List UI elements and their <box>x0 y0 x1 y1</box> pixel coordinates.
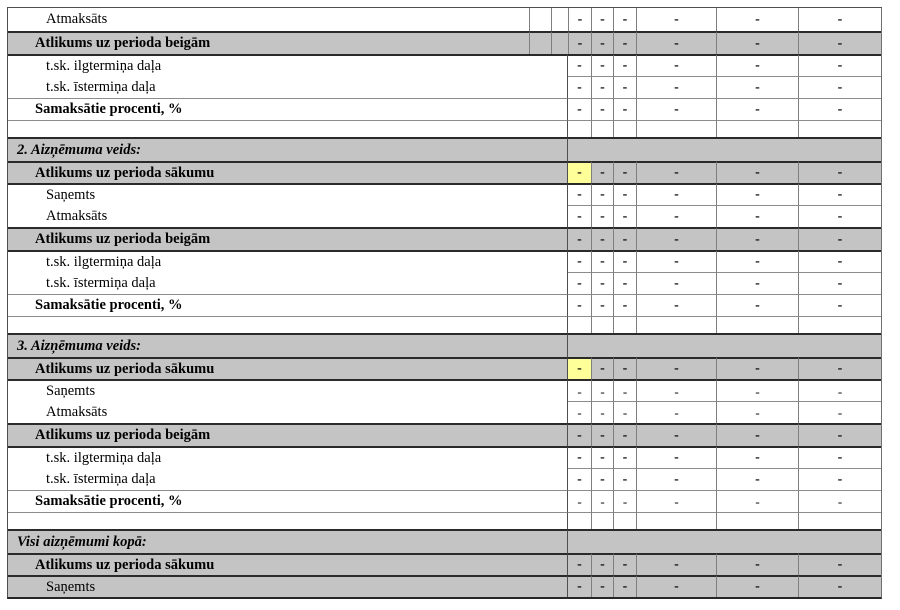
value-cell: - <box>613 379 636 401</box>
value-cell <box>568 512 591 529</box>
value-cell: - <box>613 8 636 31</box>
value-cell: - <box>716 8 798 31</box>
value-cell: - <box>591 76 613 98</box>
value-cell: - <box>591 575 613 597</box>
value-cell: - <box>716 183 798 205</box>
value-cell: - <box>591 423 613 446</box>
value-cell: - <box>613 446 636 468</box>
value-cell: - <box>716 379 798 401</box>
value-cell <box>591 120 613 137</box>
value-cell <box>798 512 881 529</box>
value-cell: - <box>591 250 613 272</box>
value-cell: - <box>613 468 636 490</box>
table-row <box>8 446 881 468</box>
row-label: Samaksātie procenti, % <box>8 98 568 120</box>
value-cell: - <box>568 575 591 597</box>
value-cell: - <box>613 98 636 120</box>
row-label: t.sk. ilgtermiņa daļa <box>8 250 568 272</box>
value-cell <box>568 316 591 333</box>
value-cell: - <box>636 423 716 446</box>
table-row <box>8 54 881 76</box>
value-cell: - <box>613 294 636 316</box>
value-cell: - <box>636 205 716 227</box>
table-row <box>8 31 881 54</box>
value-cell: - <box>636 294 716 316</box>
section-row-fill <box>568 137 881 161</box>
value-cell: - <box>568 183 591 205</box>
value-cell: - <box>613 490 636 512</box>
value-cell: - <box>591 294 613 316</box>
value-cell <box>716 316 798 333</box>
value-cell: - <box>798 8 881 31</box>
value-cell <box>636 316 716 333</box>
value-cell: - <box>636 183 716 205</box>
value-cell: - <box>798 379 881 401</box>
section-row-label: 2. Aizņēmuma veids: <box>8 137 568 161</box>
table-row <box>8 227 881 250</box>
value-cell: - <box>591 401 613 423</box>
value-cell: - <box>716 575 798 597</box>
value-cell: - <box>613 575 636 597</box>
value-cell: - <box>636 379 716 401</box>
spacer-cell <box>551 8 568 31</box>
value-cell: - <box>716 76 798 98</box>
highlighted-cell: - <box>568 161 591 183</box>
value-cell <box>798 316 881 333</box>
value-cell: - <box>636 553 716 575</box>
value-cell <box>568 120 591 137</box>
table-row <box>8 468 881 490</box>
table-row <box>8 423 881 446</box>
table-row <box>8 272 881 294</box>
value-cell: - <box>716 54 798 76</box>
table-row <box>8 512 881 529</box>
value-cell: - <box>613 31 636 54</box>
value-cell: - <box>798 205 881 227</box>
value-cell <box>591 316 613 333</box>
value-cell: - <box>798 553 881 575</box>
value-cell: - <box>613 54 636 76</box>
value-cell: - <box>798 98 881 120</box>
value-cell: - <box>716 468 798 490</box>
value-cell: - <box>591 31 613 54</box>
spacer-cell <box>529 31 551 54</box>
value-cell: - <box>568 446 591 468</box>
value-cell: - <box>568 227 591 250</box>
value-cell: - <box>716 357 798 379</box>
loan-table <box>7 7 882 599</box>
table-row <box>8 183 881 205</box>
table-row <box>8 250 881 272</box>
value-cell: - <box>613 401 636 423</box>
value-cell: - <box>568 250 591 272</box>
value-cell: - <box>798 76 881 98</box>
row-label: Saņemts <box>8 575 568 597</box>
value-cell: - <box>716 227 798 250</box>
value-cell: - <box>798 161 881 183</box>
row-label: Samaksātie procenti, % <box>8 490 568 512</box>
value-cell: - <box>568 490 591 512</box>
table-row <box>8 529 881 553</box>
value-cell: - <box>591 183 613 205</box>
value-cell: - <box>568 98 591 120</box>
spacer-cell <box>551 31 568 54</box>
value-cell: - <box>798 227 881 250</box>
value-cell: - <box>798 401 881 423</box>
highlighted-cell: - <box>568 357 591 379</box>
value-cell: - <box>716 446 798 468</box>
value-cell: - <box>591 227 613 250</box>
value-cell <box>613 512 636 529</box>
row-label: Atlikums uz perioda sākumu <box>8 553 568 575</box>
value-cell: - <box>798 490 881 512</box>
row-label: Atmaksāts <box>46 11 108 27</box>
value-cell: - <box>716 423 798 446</box>
table-row <box>8 379 881 401</box>
value-cell: - <box>636 446 716 468</box>
table-row <box>8 401 881 423</box>
value-cell: - <box>591 379 613 401</box>
value-cell: - <box>716 205 798 227</box>
value-cell: - <box>591 446 613 468</box>
value-cell: - <box>568 553 591 575</box>
row-label: t.sk. īstermiņa daļa <box>8 272 568 294</box>
value-cell <box>591 512 613 529</box>
value-cell: - <box>568 401 591 423</box>
value-cell: - <box>591 8 613 31</box>
row-label: Atmaksāts <box>8 205 568 227</box>
table-row <box>8 490 881 512</box>
value-cell: - <box>636 227 716 250</box>
value-cell <box>716 120 798 137</box>
row-label: t.sk. īstermiņa daļa <box>8 76 568 98</box>
value-cell: - <box>613 250 636 272</box>
value-cell: - <box>568 76 591 98</box>
table-row <box>8 294 881 316</box>
value-cell: - <box>636 575 716 597</box>
section-row-fill <box>568 333 881 357</box>
value-cell: - <box>613 423 636 446</box>
value-cell <box>613 316 636 333</box>
table-row <box>8 161 881 183</box>
table-row <box>8 98 881 120</box>
value-cell: - <box>568 379 591 401</box>
value-cell: - <box>591 54 613 76</box>
value-cell: - <box>798 183 881 205</box>
value-cell: - <box>591 205 613 227</box>
value-cell <box>716 512 798 529</box>
value-cell <box>613 120 636 137</box>
row-label: Saņemts <box>8 183 568 205</box>
row-label: Atlikums uz perioda beigām <box>8 31 529 54</box>
value-cell: - <box>716 553 798 575</box>
value-cell: - <box>798 54 881 76</box>
value-cell: - <box>591 357 613 379</box>
row-label: Atlikums uz perioda sākumu <box>8 357 568 379</box>
value-cell: - <box>591 98 613 120</box>
spacer-cell <box>529 8 551 31</box>
row-label <box>8 512 568 529</box>
value-cell: - <box>613 183 636 205</box>
value-cell <box>798 120 881 137</box>
row-label: Atlikums uz perioda sākumu <box>8 161 568 183</box>
value-cell: - <box>613 227 636 250</box>
value-cell: - <box>716 294 798 316</box>
value-cell: - <box>568 272 591 294</box>
value-cell: - <box>798 294 881 316</box>
row-label: Atlikums uz perioda beigām <box>8 423 568 446</box>
table-row <box>8 8 881 31</box>
value-cell: - <box>568 54 591 76</box>
row-label: Saņemts <box>8 379 568 401</box>
value-cell: - <box>636 76 716 98</box>
table-row <box>8 120 881 137</box>
table-row <box>8 205 881 227</box>
value-cell: - <box>613 553 636 575</box>
table-row <box>8 553 881 575</box>
row-label: Atlikums uz perioda beigām <box>8 227 568 250</box>
row-label: Samaksātie procenti, % <box>8 294 568 316</box>
row-label <box>8 316 568 333</box>
section-row-fill <box>568 529 881 553</box>
table-row <box>8 333 881 357</box>
row-label: t.sk. ilgtermiņa daļa <box>8 446 568 468</box>
value-cell: - <box>568 423 591 446</box>
row-label: Atmaksāts <box>8 401 568 423</box>
row-label: t.sk. ilgtermiņa daļa <box>8 54 568 76</box>
value-cell: - <box>798 575 881 597</box>
value-cell: - <box>568 31 591 54</box>
value-cell: - <box>798 423 881 446</box>
value-cell: - <box>613 272 636 294</box>
value-cell: - <box>613 76 636 98</box>
value-cell: - <box>591 468 613 490</box>
value-cell: - <box>568 8 591 31</box>
value-cell: - <box>716 31 798 54</box>
value-cell: - <box>568 294 591 316</box>
value-cell: - <box>716 161 798 183</box>
value-cell: - <box>716 490 798 512</box>
value-cell: - <box>716 272 798 294</box>
table-row <box>8 316 881 333</box>
value-cell: - <box>798 446 881 468</box>
value-cell: - <box>716 401 798 423</box>
value-cell: - <box>716 250 798 272</box>
value-cell: - <box>636 401 716 423</box>
value-cell: - <box>798 468 881 490</box>
value-cell: - <box>636 272 716 294</box>
value-cell: - <box>591 490 613 512</box>
value-cell: - <box>613 205 636 227</box>
value-cell: - <box>568 468 591 490</box>
value-cell: - <box>798 31 881 54</box>
value-cell: - <box>636 161 716 183</box>
table-row <box>8 357 881 379</box>
value-cell: - <box>798 272 881 294</box>
table-row <box>8 137 881 161</box>
value-cell: - <box>591 161 613 183</box>
value-cell: - <box>591 272 613 294</box>
value-cell: - <box>568 205 591 227</box>
value-cell <box>636 512 716 529</box>
value-cell: - <box>636 468 716 490</box>
value-cell: - <box>636 490 716 512</box>
value-cell <box>636 120 716 137</box>
value-cell: - <box>798 250 881 272</box>
value-cell: - <box>636 54 716 76</box>
value-cell: - <box>636 98 716 120</box>
table-row <box>8 76 881 98</box>
row-label: t.sk. īstermiņa daļa <box>8 468 568 490</box>
row-label <box>8 120 568 137</box>
value-cell: - <box>591 553 613 575</box>
value-cell: - <box>636 250 716 272</box>
section-row-label: 3. Aizņēmuma veids: <box>8 333 568 357</box>
table-row <box>8 575 881 597</box>
section-row-label: Visi aizņēmumi kopā: <box>8 529 568 553</box>
value-cell: - <box>798 357 881 379</box>
value-cell: - <box>716 98 798 120</box>
value-cell: - <box>636 357 716 379</box>
value-cell: - <box>636 31 716 54</box>
value-cell: - <box>636 8 716 31</box>
value-cell: - <box>613 357 636 379</box>
value-cell: - <box>613 161 636 183</box>
